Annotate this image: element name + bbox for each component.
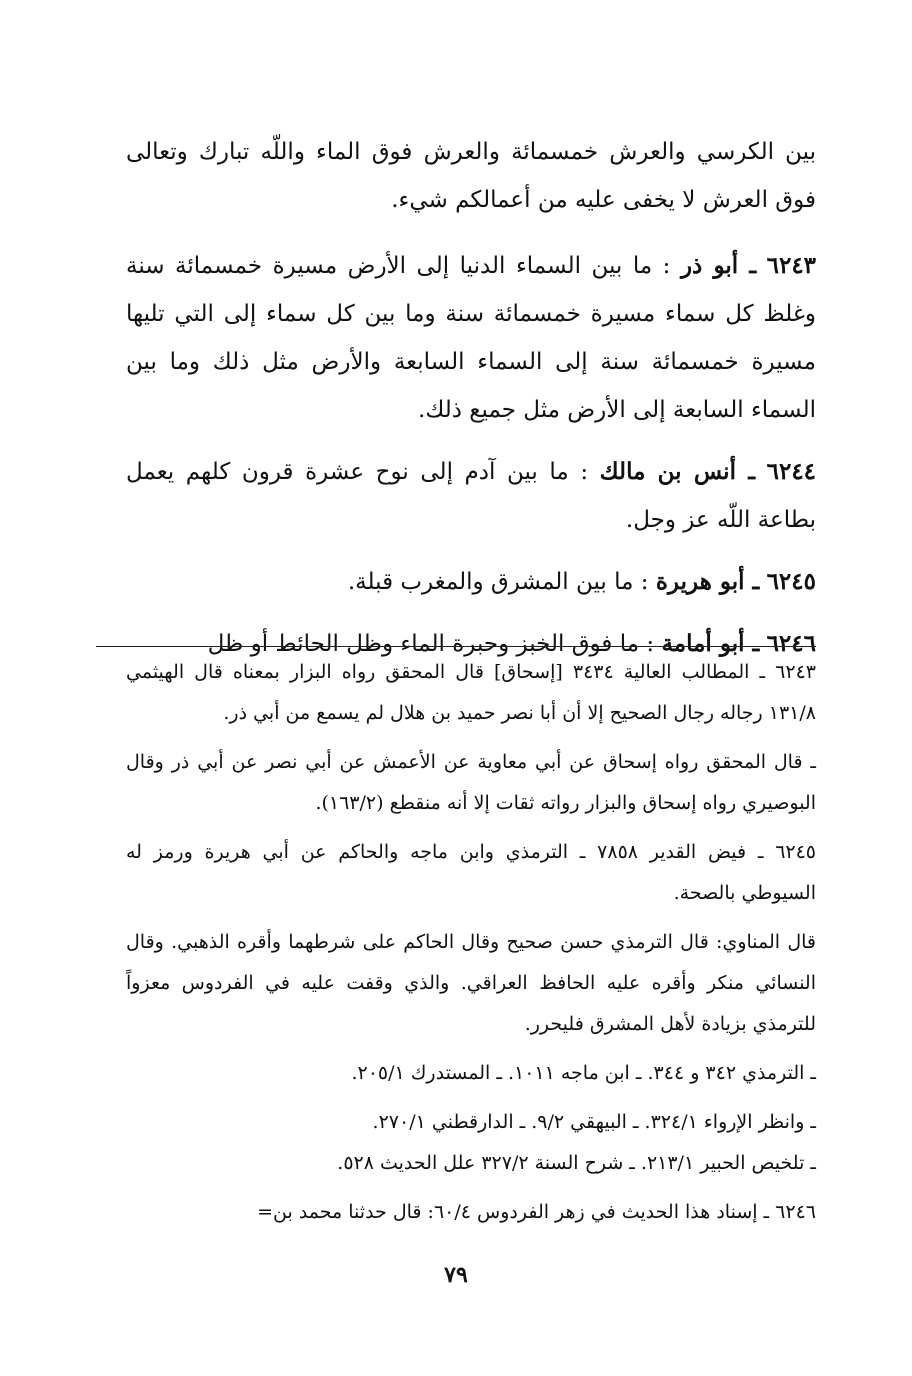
- footnote-divider: [96, 646, 816, 647]
- footnote: ـ وانظر الإرواء ٣٢٤/١. ـ البيهقي ٩/٢. ـ الدارقطني ٢٧٠/١.: [372, 1111, 816, 1133]
- hadith-text: : ما بين آدم إلى نوح عشرة قرون كلهم يعمل بطاعة اللّه عز وجل.: [126, 459, 816, 533]
- hadith-text: : ما بين السماء الدنيا إلى الأرض مسيرة خمسمائة سنة وغلظ كل سماء مسيرة خمسمائة سنة وما بين كل سماء إلى التي تليها مسيرة خمسمائة سنة إلى السماء السابعة والأرض مثل ذلك وما بين السماء السابعة إلى الأرض مثل جميع ذلك.: [126, 253, 816, 423]
- hadith-text: : ما بين المشرق والمغرب قبلة.: [347, 569, 649, 595]
- narrator-name: ـ أنس بن مالك: [599, 458, 756, 485]
- narrator-label: أبو هريرة: [655, 568, 745, 595]
- footnote: ـ تلخيص الحبير ٢١٣/١. ـ شرح السنة ٣٢٧/٢ علل الحديث ٥٢٨.: [337, 1152, 816, 1174]
- hadith-entry: [126, 448, 816, 544]
- footnotes: [126, 652, 816, 1241]
- footnote: ـ قال المحقق رواه إسحاق عن أبي معاوية عن الأعمش عن أبي نصر عن أبي ذر وقال البوصيري رواه إسحاق والبزار رواته ثقات إلا أنه منقطع (١٦٣/٢).: [126, 751, 816, 814]
- narrator-name: ـ أبو أمامة: [661, 630, 760, 657]
- footnote: ٦٢٤٥ ـ فيض القدير ٧٨٥٨ ـ الترمذي وابن ماجه والحاكم عن أبي هريرة ورمز له السيوطي بالصحة.: [126, 841, 817, 904]
- page-number: ٧٩: [444, 1262, 468, 1288]
- narrator-label: أبو ذر: [680, 252, 739, 279]
- continuation-paragraph: بين الكرسي والعرش خمسمائة والعرش فوق الماء واللّه تبارك وتعالى فوق العرش لا يخفى عليه من أعمالكم شيء.: [126, 139, 816, 213]
- narrator-name: ـ أبو هريرة: [655, 568, 760, 595]
- main-text: [126, 128, 816, 682]
- hadith-number: ٦٢٤٣: [766, 252, 817, 279]
- hadith-entry: [126, 242, 816, 434]
- footnote: ـ الترمذي ٣٤٢ و ٣٤٤. ـ ابن ماجه ١٠١١. ـ المستدرك ٢٠٥/١.: [351, 1062, 816, 1084]
- footnote: قال المناوي: قال الترمذي حسن صحيح وقال الحاكم على شرطهما وأقره الذهبي. وقال النسائي منكر وأقره عليه الحافظ العراقي. والذي وقفت عليه في الفردوس معزواً للترمذي بزيادة لأهل المشرق فليحرر.: [126, 931, 816, 1035]
- hadith-number: ٦٢٤٦: [766, 630, 816, 657]
- narrator-name: ـ أبو ذر: [680, 252, 757, 279]
- narrator-label: أبو أمامة: [661, 630, 745, 657]
- hadith-text: : ما فوق الخبز وحبرة الماء وظل الحائط أو ظل: [207, 631, 655, 657]
- footnote: ٦٢٤٣ ـ المطالب العالية ٣٤٣٤ [إسحاق] قال المحقق رواه البزار بمعناه قال الهيثمي ١٣١/٨ رجاله رجال الصحيح إلا أن أبا نصر حميد بن هلال لم يسمع من أبي ذر.: [126, 661, 816, 724]
- hadith-number: ٦٢٤٥: [766, 568, 816, 595]
- hadith-number: ٦٢٤٤: [766, 458, 817, 485]
- hadith-entry: [126, 558, 816, 606]
- footnote: ٦٢٤٦ ـ إسناد هذا الحديث في زهر الفردوس ٦٠/٤: قال حدثنا محمد بن=: [257, 1201, 816, 1223]
- narrator-label: أنس بن مالك: [599, 458, 736, 485]
